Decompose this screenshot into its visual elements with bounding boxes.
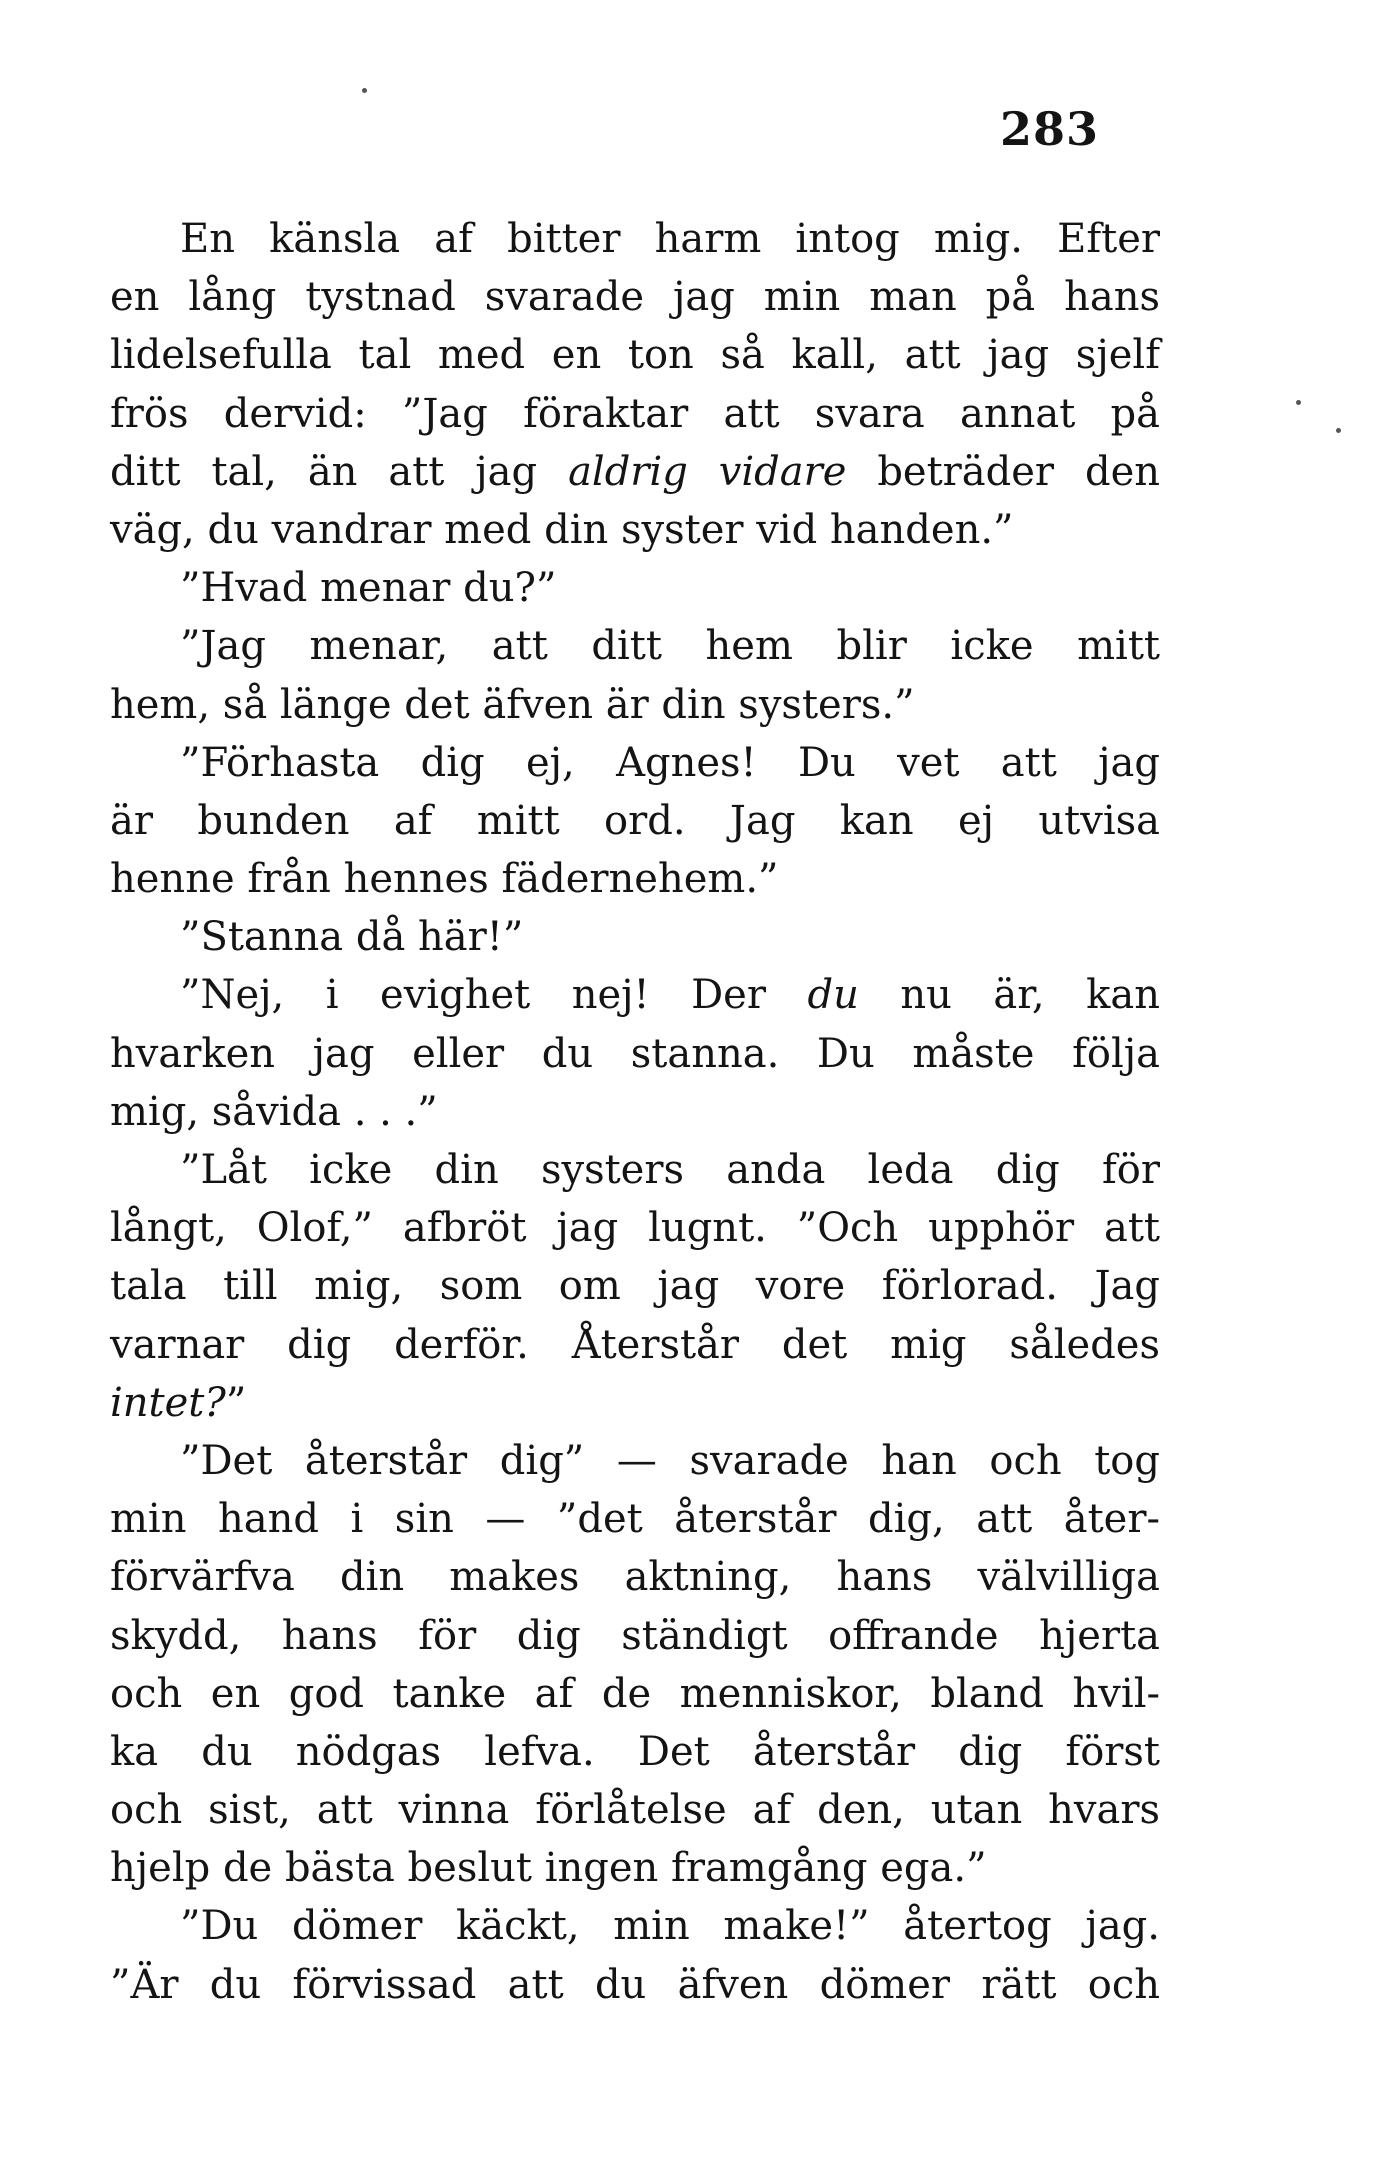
text-line: min hand i sin — ”det återstår dig, att åter-	[110, 1496, 1160, 1543]
text-line: ”Jag menar, att ditt hem blir icke mitt	[180, 623, 1160, 670]
text-line: ditt tal, än att jag aldrig vidare beträder den	[110, 448, 1160, 495]
text-line: långt, Olof,” afbröt jag lugnt. ”Och upphör att	[110, 1205, 1160, 1252]
print-speck	[1336, 428, 1341, 433]
text-line: intet?”	[110, 1379, 247, 1426]
text-line: en lång tystnad svarade jag min man på hans	[110, 274, 1160, 321]
body-text	[110, 210, 1160, 2014]
text-line: mig, såvida . . .”	[110, 1088, 438, 1135]
text-line: ”Förhasta dig ej, Agnes! Du vet att jag	[180, 739, 1160, 786]
text-line: hjelp de bästa beslut ingen framgång ega.”	[110, 1845, 987, 1892]
text-line: ”Hvad menar du?”	[180, 565, 557, 612]
text-line: väg, du vandrar med din syster vid handen.”	[110, 506, 1014, 553]
emphasis: intet?	[110, 1379, 226, 1426]
text-line: och en god tanke af de menniskor, bland hvil-	[110, 1670, 1160, 1717]
print-speck	[362, 88, 367, 93]
text-line: ”Du dömer käckt, min make!” återtog jag.	[180, 1903, 1160, 1950]
text-line: hem, så länge det äfven är din systers.”	[110, 681, 915, 728]
text-line: och sist, att vinna förlåtelse af den, utan hvars	[110, 1787, 1160, 1834]
text-line: hvarken jag eller du stanna. Du måste följa	[110, 1030, 1160, 1077]
page-number: 283	[1000, 102, 1100, 156]
text-line: En känsla af bitter harm intog mig. Efter	[180, 216, 1160, 262]
text-line: ka du nödgas lefva. Det återstår dig först	[110, 1728, 1160, 1775]
text-line: är bunden af mitt ord. Jag kan ej utvisa	[110, 797, 1160, 844]
emphasis: du	[807, 972, 859, 1019]
text-line: ”Låt icke din systers anda leda dig för	[180, 1147, 1160, 1193]
text-line: ”Är du förvissad att du äfven dömer rätt och	[110, 1961, 1160, 2008]
text-line: ”Nej, i evighet nej! Der du nu är, kan	[180, 972, 1160, 1019]
text-line: skydd, hans för dig ständigt offrande hjerta	[110, 1612, 1160, 1659]
text-line: förvärfva din makes aktning, hans välvilliga	[110, 1554, 1160, 1601]
text-line: lidelsefulla tal med en ton så kall, att jag sjelf	[110, 332, 1160, 379]
text-line: frös dervid: ”Jag föraktar att svara annat på	[110, 390, 1160, 437]
text-line: ”Stanna då här!”	[180, 914, 524, 961]
text-line: varnar dig derför. Återstår det mig således	[110, 1321, 1160, 1368]
text-line: henne från hennes fädernehem.”	[110, 856, 779, 903]
emphasis: aldrig vidare	[568, 448, 847, 495]
text-line: tala till mig, som om jag vore förlorad. Jag	[110, 1263, 1160, 1310]
text-line: ”Det återstår dig” — svarade han och tog	[180, 1437, 1160, 1484]
print-speck	[1296, 400, 1301, 405]
